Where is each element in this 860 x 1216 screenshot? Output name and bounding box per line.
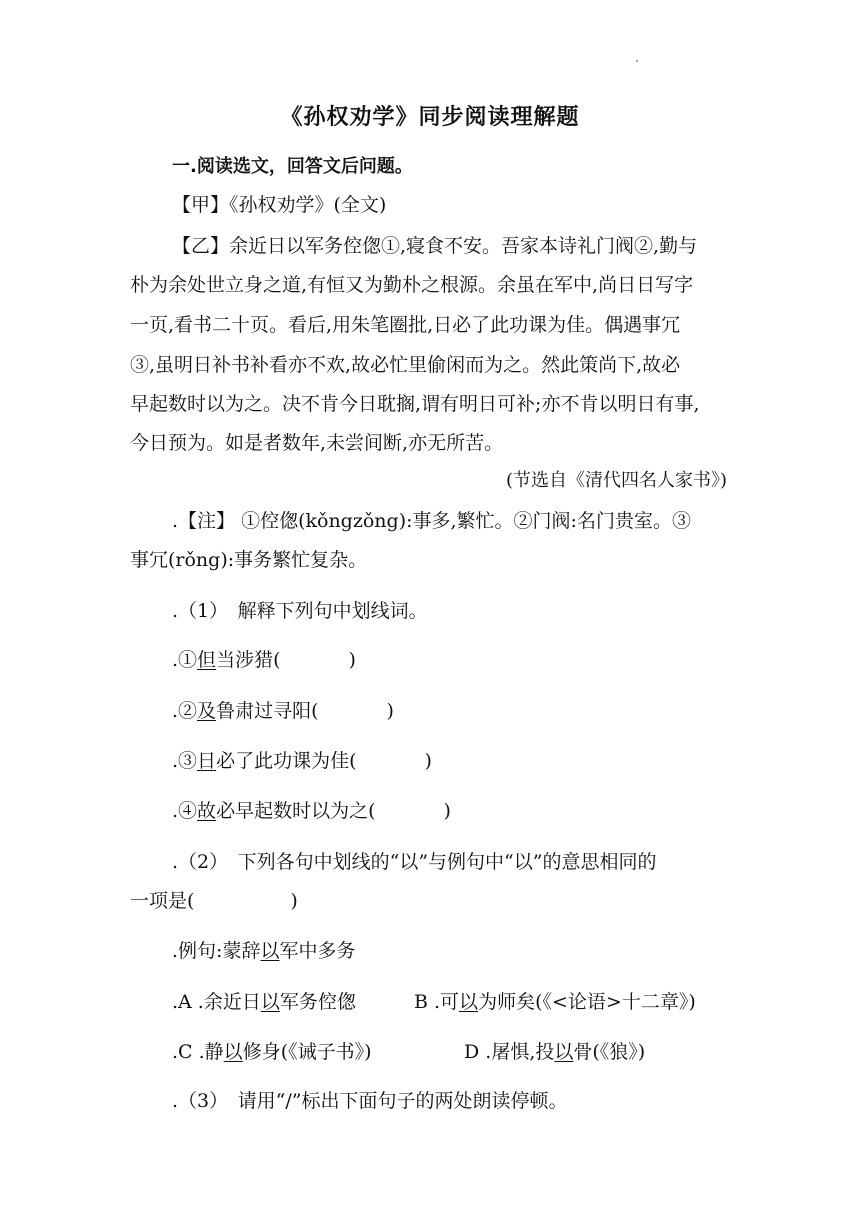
question-1-stem: .（1） 解释下列句中划线词。 [172, 600, 428, 622]
text-fragment: D .屠惧,投 [464, 1041, 555, 1063]
section-heading: 一.阅读选文，回答文后问题。 [172, 156, 413, 177]
question-2-stem: .（2） 下列各句中划线的“以”与例句中“以”的意思相同的 [172, 851, 657, 873]
question-3-stem: .（3） 请用“/”标出下面句子的两处朗读停顿。 [172, 1090, 568, 1112]
text-fragment: 骨(《狼》) [573, 1041, 646, 1063]
text-fragment: 当涉猎( [216, 649, 281, 671]
question-2-example [172, 936, 355, 963]
text-fragment: 为师矣(《<论语>十二章》) [478, 991, 696, 1013]
question-1-item [172, 645, 356, 672]
text-fragment: 修身(《诫子书》) [242, 1041, 372, 1063]
passage-line: 今日预为。如是者数年,未尝间断,亦无所苦。 [130, 432, 504, 454]
text-fragment: .③ [172, 750, 198, 772]
text-fragment: 军中多务 [279, 940, 356, 962]
text-fragment: .② [172, 700, 198, 722]
underlined-word: 以 [260, 991, 280, 1013]
question-2-stem-cont [130, 886, 298, 913]
passage-source: (节选自《清代四名人家书》) [505, 470, 727, 491]
scan-dot [636, 60, 638, 62]
underlined-word: 以 [459, 991, 479, 1013]
text-fragment: .A .余近日 [172, 991, 261, 1013]
passage-line: 朴为余处世立身之道,有恒又为勤朴之根源。余虽在军中,尚日日写字 [130, 274, 694, 296]
text-fragment: .例句:蒙辞 [172, 940, 261, 962]
text-fragment: ) [290, 890, 298, 912]
text-fragment: 必早起数时以为之( [216, 800, 376, 822]
passage-line: 早起数时以为之。决不肯今日耽搁,谓有明日可补;亦不肯以明日有事, [130, 393, 700, 415]
option-c [172, 1037, 372, 1064]
text-fragment: .C .静 [172, 1041, 224, 1063]
underlined-word: 但 [197, 649, 217, 671]
underlined-word: 及 [197, 700, 217, 722]
text-fragment: 必了此功课为佳( [216, 750, 357, 772]
passage-line: 【乙】余近日以军务倥偬①,寝食不安。吾家本诗礼门阀②,勤与 [172, 235, 698, 257]
option-d [464, 1037, 645, 1064]
text-fragment: ) [443, 800, 451, 822]
text-fragment: 鲁肃过寻阳( [216, 700, 319, 722]
option-b [414, 987, 696, 1014]
page-title: 《孙权劝学》同步阅读理解题 [280, 105, 580, 130]
text-fragment: 一项是( [130, 890, 195, 912]
text-fragment: 军务倥偬 [279, 991, 356, 1013]
question-1-item [172, 796, 451, 823]
question-1-item [172, 696, 394, 723]
annotation-line: 事冗(rǒng):事务繁忙复杂。 [130, 549, 368, 571]
text-fragment: ) [348, 649, 356, 671]
text-fragment: ) [424, 750, 432, 772]
text-fragment: B .可 [414, 991, 460, 1013]
underlined-word: 以 [260, 940, 280, 962]
underlined-word: 以 [223, 1041, 243, 1063]
question-1-item [172, 746, 432, 773]
text-fragment: .④ [172, 800, 198, 822]
annotation-line: .【注】 ①倥偬(kǒngzǒng):事多,繁忙。②门阀:名门贵室。③ [172, 510, 691, 532]
underlined-word: 故 [197, 800, 217, 822]
passage-line: 一页,看书二十页。看后,用朱笔圈批,日必了此功课为佳。偶遇事冗 [130, 314, 681, 336]
text-fragment: ) [386, 700, 394, 722]
passage-line: ③,虽明日补书补看亦不欢,故必忙里偷闲而为之。然此策尚下,故必 [130, 354, 681, 376]
underlined-word: 日 [197, 750, 217, 772]
option-a [172, 987, 356, 1014]
passage-jia: 【甲】《孙权劝学》(全文) [172, 194, 387, 216]
underlined-word: 以 [554, 1041, 574, 1063]
text-fragment: .① [172, 649, 198, 671]
